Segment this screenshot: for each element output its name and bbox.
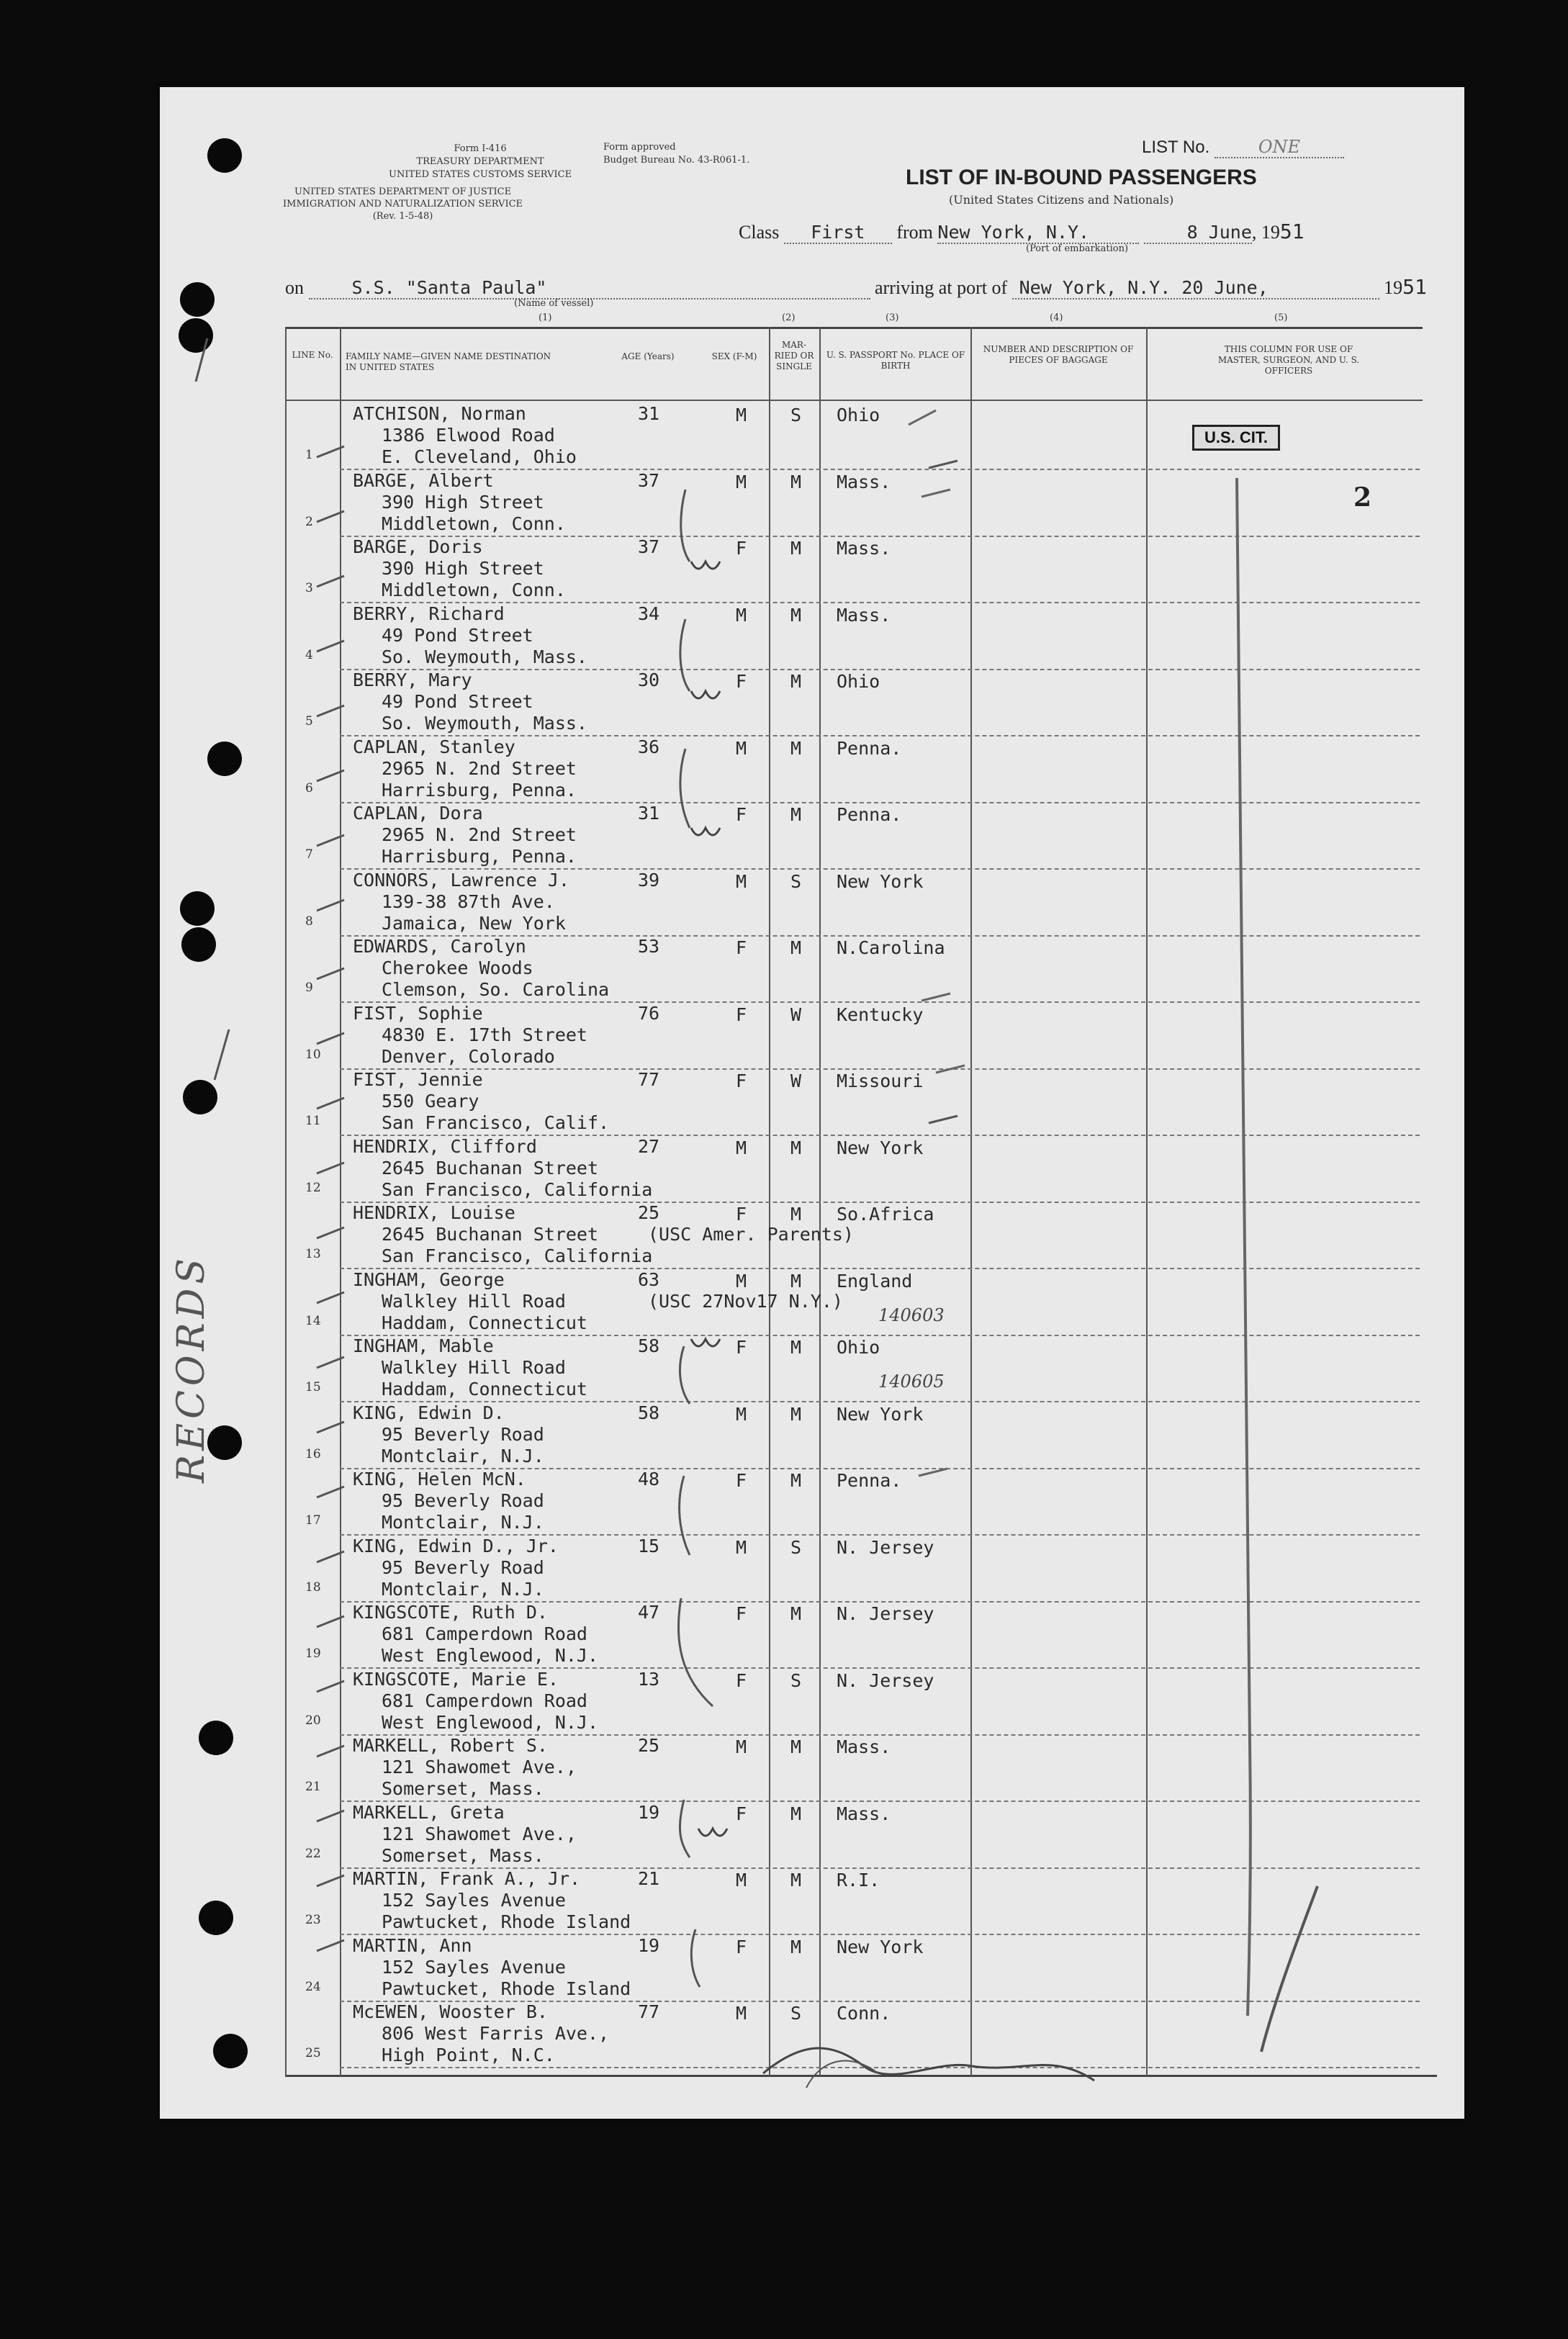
sex-value: F — [736, 1603, 747, 1624]
col-number-2: (2) — [782, 312, 796, 323]
col-header-passport: U. S. PASSPORT No. PLACE OF BIRTH — [826, 350, 965, 371]
address-line-1: 681 Camperdown Road — [382, 1623, 587, 1644]
place-of-birth: Mass. — [837, 1736, 891, 1757]
address-line-2: San Francisco, California — [382, 1245, 653, 1266]
age-value: 77 — [638, 2001, 660, 2022]
place-of-birth: England — [837, 1270, 913, 1292]
marital-status: M — [790, 1803, 802, 1824]
passenger-name: KING, Helen McN. — [353, 1469, 526, 1490]
marital-status: W — [790, 1071, 802, 1091]
marital-status: M — [790, 1736, 802, 1757]
col-number-5: (5) — [1274, 312, 1288, 323]
place-of-birth: N.Carolina — [837, 937, 945, 958]
address-line-2: Middletown, Conn. — [382, 513, 566, 534]
address-line-1: 390 High Street — [382, 491, 544, 513]
marital-status: M — [790, 604, 802, 626]
line-number: 3 — [305, 581, 313, 595]
address-line-1: 4830 E. 17th Street — [382, 1024, 587, 1045]
age-value: 36 — [638, 736, 660, 757]
form-block: Form I-416 TREASURY DEPARTMENT UNITED STATES CUSTOMS SERVICE — [389, 143, 572, 180]
line-number: 1 — [305, 448, 313, 462]
line-number: 25 — [305, 2046, 321, 2060]
address-line-2: Middletown, Conn. — [382, 580, 566, 600]
side-page-mark: 2 — [1353, 482, 1372, 513]
sex-value: M — [736, 604, 747, 626]
address-line-2: Montclair, N.J. — [382, 1512, 544, 1533]
passenger-name: BERRY, Richard — [353, 603, 505, 624]
sex-value: F — [736, 1470, 747, 1491]
address-line-1: 139-38 87th Ave. — [382, 891, 555, 912]
place-of-birth: Mass. — [837, 471, 891, 492]
age-value: 39 — [638, 869, 660, 891]
sex-value: M — [736, 737, 747, 759]
marital-status: M — [790, 1603, 802, 1624]
place-of-birth: Mass. — [837, 604, 891, 626]
marital-status: M — [790, 1337, 802, 1358]
sex-value: F — [736, 1936, 747, 1957]
justice-block: UNITED STATES DEPARTMENT OF JUSTICE IMMIGRATION AND NATURALIZATION SERVICE (Rev. 1-5-48) — [283, 186, 523, 222]
citizenship-note: (USC 27Nov17 N.Y.) — [648, 1290, 843, 1312]
passenger-name: FIST, Jennie — [353, 1069, 483, 1090]
marital-status: M — [790, 737, 802, 759]
passenger-name: HENDRIX, Clifford — [353, 1135, 537, 1157]
sex-value: M — [736, 1270, 747, 1292]
place-of-birth: Mass. — [837, 1803, 891, 1824]
passenger-name: MARTIN, Frank A., Jr. — [353, 1868, 581, 1889]
port-embark-caption: (Port of embarkation) — [1026, 243, 1129, 254]
sex-value: M — [736, 1536, 747, 1558]
passenger-name: KING, Edwin D., Jr. — [353, 1535, 559, 1556]
sex-value: F — [736, 1803, 747, 1824]
address-line-1: Walkley Hill Road — [382, 1290, 566, 1312]
age-value: 30 — [638, 670, 660, 690]
place-of-birth: N. Jersey — [837, 1536, 934, 1558]
address-line-2: Montclair, N.J. — [382, 1445, 544, 1466]
age-value: 63 — [638, 1268, 660, 1290]
line-number: 5 — [305, 714, 313, 729]
line-number: 17 — [305, 1513, 321, 1528]
sex-value: M — [736, 1870, 747, 1890]
address-line-2: Montclair, N.J. — [382, 1578, 544, 1600]
place-of-birth: N. Jersey — [837, 1603, 934, 1624]
line-number: 24 — [305, 1979, 321, 1994]
sex-value: M — [736, 1736, 747, 1757]
address-line-1: 95 Beverly Road — [382, 1556, 544, 1578]
passenger-name: MARKELL, Robert S. — [353, 1735, 548, 1756]
age-value: 58 — [638, 1402, 660, 1423]
col-header-name: FAMILY NAME—GIVEN NAME DESTINATION IN UNITED STATES — [346, 351, 551, 372]
col-number-3: (3) — [886, 312, 899, 323]
citizenship-note: (USC Amer. Parents) — [648, 1224, 854, 1245]
sex-value: F — [736, 1204, 747, 1225]
list-number: LIST No. ONE — [1142, 137, 1344, 158]
line-number: 6 — [305, 780, 313, 796]
marital-status: S — [790, 405, 802, 425]
address-line-2: Pawtucket, Rhode Island — [382, 1978, 631, 1999]
age-value: 34 — [638, 603, 660, 624]
age-value: 19 — [638, 1934, 660, 1956]
address-line-1: 2645 Buchanan Street — [382, 1157, 599, 1178]
line-number: 14 — [305, 1313, 321, 1328]
marital-status: M — [790, 1270, 802, 1292]
address-line-1: 152 Sayles Avenue — [382, 1890, 566, 1911]
vessel-caption: (Name of vessel) — [514, 298, 594, 309]
line-number: 11 — [305, 1114, 321, 1128]
passenger-name: CAPLAN, Stanley — [353, 736, 515, 757]
age-value: 76 — [638, 1002, 660, 1024]
age-value: 31 — [638, 403, 660, 424]
age-value: 15 — [638, 1535, 660, 1556]
passenger-name: KINGSCOTE, Marie E. — [353, 1668, 559, 1690]
marital-status: S — [790, 2003, 802, 2024]
address-line-1: 2965 N. 2nd Street — [382, 824, 577, 845]
age-value: 53 — [638, 936, 660, 957]
col-header-officers: THIS COLUMN FOR USE OF MASTER, SURGEON, AND U. S. OFFICERS — [1217, 344, 1360, 376]
line-number: 10 — [305, 1047, 321, 1062]
marital-status: M — [790, 1204, 802, 1225]
address-line-1: 2645 Buchanan Street — [382, 1224, 599, 1245]
address-line-2: Pawtucket, Rhode Island — [382, 1911, 631, 1932]
address-line-1: 2965 N. 2nd Street — [382, 757, 577, 779]
address-line-2: San Francisco, California — [382, 1178, 653, 1200]
age-value: 27 — [638, 1135, 660, 1157]
margin-note: RECORDS — [170, 1254, 213, 1483]
address-line-2: So. Weymouth, Mass. — [382, 713, 587, 734]
place-of-birth: Penna. — [837, 737, 902, 759]
col-header-line-no: LINE No. — [292, 350, 333, 360]
address-line-2: West Englewood, N.J. — [382, 1645, 599, 1666]
passenger-name: MARKELL, Greta — [353, 1801, 505, 1823]
passenger-name: BERRY, Mary — [353, 670, 472, 690]
place-of-birth: Ohio — [837, 1337, 880, 1358]
place-of-birth: New York — [837, 1137, 924, 1158]
col-header-age: AGE (Years) — [621, 351, 675, 361]
place-of-birth: Penna. — [837, 804, 902, 825]
age-value: 19 — [638, 1801, 660, 1823]
place-of-birth: Missouri — [837, 1071, 924, 1091]
passenger-name: KINGSCOTE, Ruth D. — [353, 1602, 548, 1623]
place-of-birth: Penna. — [837, 1470, 902, 1491]
address-line-1: 550 Geary — [382, 1091, 479, 1112]
address-line-2: Somerset, Mass. — [382, 1844, 544, 1866]
line-number: 2 — [305, 514, 313, 529]
address-line-2: So. Weymouth, Mass. — [382, 646, 587, 667]
passenger-name: HENDRIX, Louise — [353, 1202, 515, 1223]
line-number: 12 — [305, 1180, 321, 1195]
marital-status: M — [790, 1470, 802, 1491]
place-of-birth: Conn. — [837, 2003, 891, 2024]
line-number: 9 — [305, 981, 313, 995]
line-number: 13 — [305, 1247, 321, 1261]
address-line-1: 152 Sayles Avenue — [382, 1956, 566, 1978]
age-value: 47 — [638, 1602, 660, 1623]
line-number: 16 — [305, 1446, 321, 1461]
marital-status: M — [790, 1137, 802, 1158]
place-of-birth: New York — [837, 870, 924, 892]
line-number: 22 — [305, 1846, 321, 1861]
passenger-name: CAPLAN, Dora — [353, 803, 483, 824]
address-line-2: Clemson, So. Carolina — [382, 979, 610, 1000]
line-number: 8 — [305, 914, 313, 929]
marital-status: M — [790, 1870, 802, 1890]
marital-status: M — [790, 538, 802, 559]
address-line-2: San Francisco, Calif. — [382, 1112, 610, 1133]
age-value: 31 — [638, 803, 660, 824]
budget-block: Form approved Budget Bureau No. 43-R061-1. — [603, 142, 750, 166]
sex-value: M — [736, 1403, 747, 1425]
passenger-name: FIST, Sophie — [353, 1002, 483, 1024]
sex-value: F — [736, 538, 747, 559]
place-of-birth: Ohio — [837, 671, 880, 692]
passenger-name: INGHAM, George — [353, 1268, 505, 1290]
sex-value: M — [736, 405, 747, 425]
sex-value: F — [736, 671, 747, 692]
passenger-name: BARGE, Albert — [353, 469, 494, 491]
col-header-sex: SEX (F-M) — [711, 351, 757, 361]
address-line-2: High Point, N.C. — [382, 2045, 555, 2065]
class-line: Class First from New York, N.Y. 8 June, 1951 — [739, 220, 1305, 243]
age-value: 25 — [638, 1202, 660, 1223]
address-line-1: 95 Beverly Road — [382, 1490, 544, 1511]
address-line-1: Cherokee Woods — [382, 957, 533, 978]
address-line-2: West Englewood, N.J. — [382, 1711, 599, 1733]
address-line-2: Somerset, Mass. — [382, 1778, 544, 1799]
marital-status: M — [790, 671, 802, 692]
passenger-name: CONNORS, Lawrence J. — [353, 869, 570, 891]
passenger-name: KING, Edwin D. — [353, 1402, 505, 1423]
address-line-2: Denver, Colorado — [382, 1045, 555, 1067]
place-of-birth: Kentucky — [837, 1004, 924, 1025]
sex-value: M — [736, 1137, 747, 1158]
col-header-baggage: NUMBER AND DESCRIPTION OF PIECES OF BAGGAGE — [983, 344, 1134, 365]
line-number: 20 — [305, 1713, 321, 1728]
marital-status: W — [790, 1004, 802, 1025]
line-number: 7 — [305, 847, 313, 862]
marital-status: S — [790, 1669, 802, 1691]
passenger-name: McEWEN, Wooster B. — [353, 2001, 548, 2022]
line-number: 23 — [305, 1913, 321, 1927]
marital-status: M — [790, 1403, 802, 1425]
line-number: 18 — [305, 1579, 321, 1595]
address-line-1: 49 Pond Street — [382, 624, 533, 646]
sex-value: F — [736, 1071, 747, 1091]
col-number-4: (4) — [1050, 312, 1063, 323]
sex-value: F — [736, 937, 747, 958]
age-value: 77 — [638, 1069, 660, 1090]
place-of-birth: R.I. — [837, 1870, 880, 1890]
passenger-name: INGHAM, Mable — [353, 1335, 494, 1356]
line-number: 21 — [305, 1780, 321, 1794]
marital-status: S — [790, 870, 802, 892]
place-of-birth: New York — [837, 1403, 924, 1425]
sex-value: M — [736, 870, 747, 892]
passenger-name: ATCHISON, Norman — [353, 403, 526, 424]
marital-status: M — [790, 1936, 802, 1957]
passenger-name: EDWARDS, Carolyn — [353, 936, 526, 957]
address-line-1: 806 West Farris Ave., — [382, 2023, 610, 2044]
vessel-line: on S.S. "Santa Paula" arriving at port of New York, N.Y. 20 June, 1951 — [285, 275, 1427, 299]
marital-status: M — [790, 804, 802, 825]
sex-value: F — [736, 1337, 747, 1358]
place-of-birth: New York — [837, 1936, 924, 1957]
col-header-married: MAR-RIED OR SINGLE — [774, 340, 814, 371]
passenger-name: MARTIN, Ann — [353, 1934, 472, 1956]
col-number-1: (1) — [539, 312, 552, 323]
page-subtitle: (United States Citizens and Nationals) — [949, 193, 1174, 207]
sex-value: M — [736, 471, 747, 492]
address-line-1: 121 Shawomet Ave., — [382, 1757, 577, 1777]
age-value: 48 — [638, 1469, 660, 1490]
line-number: 4 — [305, 647, 313, 662]
line-number: 19 — [305, 1646, 321, 1661]
place-of-birth: N. Jersey — [837, 1669, 934, 1691]
address-line-1: 95 Beverly Road — [382, 1423, 544, 1445]
age-value: 58 — [638, 1335, 660, 1356]
address-line-2: Jamaica, New York — [382, 912, 566, 934]
us-citizen-stamp: U.S. CIT. — [1192, 425, 1280, 451]
address-line-1: Walkley Hill Road — [382, 1357, 566, 1378]
address-line-2: E. Cleveland, Ohio — [382, 446, 577, 467]
sex-value: F — [736, 1669, 747, 1691]
address-line-1: 49 Pond Street — [382, 691, 533, 712]
age-value: 21 — [638, 1868, 660, 1889]
address-line-1: 121 Shawomet Ave., — [382, 1823, 577, 1844]
address-line-1: 1386 Elwood Road — [382, 425, 555, 446]
handwritten-number: 140603 — [878, 1304, 945, 1325]
page-title: LIST OF IN-BOUND PASSENGERS — [906, 166, 1257, 189]
passenger-name: BARGE, Doris — [353, 536, 483, 557]
address-line-1: 390 High Street — [382, 558, 544, 579]
place-of-birth: Ohio — [837, 405, 880, 425]
sex-value: F — [736, 804, 747, 825]
address-line-2: Haddam, Connecticut — [382, 1312, 587, 1333]
address-line-2: Haddam, Connecticut — [382, 1379, 587, 1400]
line-number: 15 — [305, 1380, 321, 1394]
place-of-birth: So.Africa — [837, 1204, 934, 1225]
address-line-2: Harrisburg, Penna. — [382, 779, 577, 801]
age-value: 37 — [638, 469, 660, 491]
address-line-1: 681 Camperdown Road — [382, 1690, 587, 1711]
sex-value: M — [736, 2003, 747, 2024]
age-value: 25 — [638, 1735, 660, 1756]
age-value: 13 — [638, 1668, 660, 1690]
age-value: 37 — [638, 536, 660, 557]
sex-value: F — [736, 1004, 747, 1025]
marital-status: M — [790, 471, 802, 492]
marital-status: S — [790, 1536, 802, 1558]
handwritten-number: 140605 — [878, 1371, 945, 1392]
address-line-2: Harrisburg, Penna. — [382, 846, 577, 867]
place-of-birth: Mass. — [837, 538, 891, 559]
marital-status: M — [790, 937, 802, 958]
